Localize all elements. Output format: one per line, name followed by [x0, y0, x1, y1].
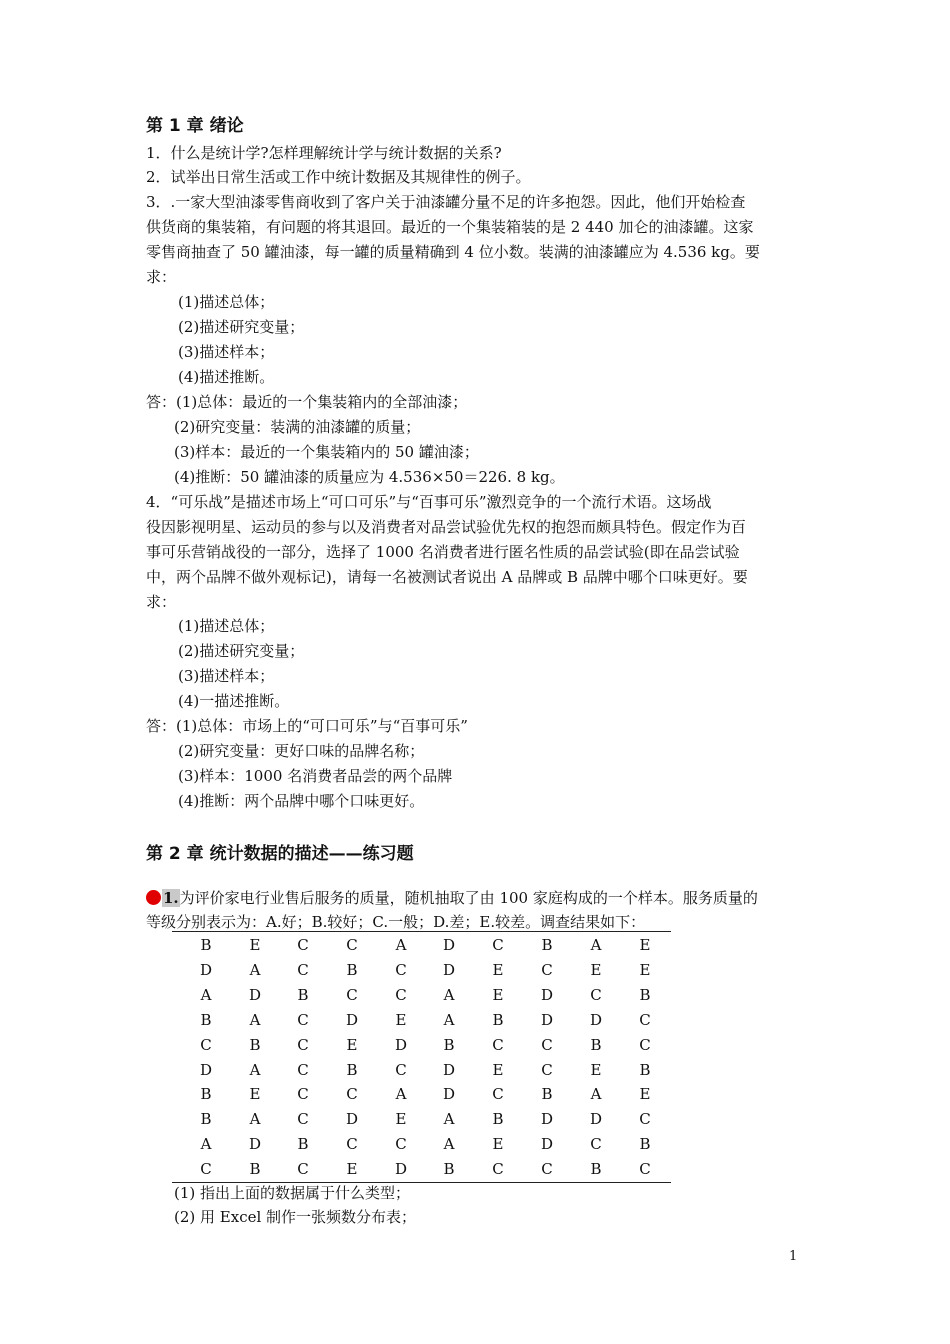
- table-row: [0, 1132, 950, 1156]
- table-cell: D: [248, 1135, 262, 1154]
- chapter1-line: (2)研究变量：更好口味的品牌名称；: [178, 742, 425, 760]
- table-cell: C: [492, 1160, 504, 1179]
- table-cell: A: [200, 1135, 212, 1154]
- chapter1-line: (3)描述样本；: [178, 667, 275, 685]
- chapter1-line: 答：(1)总体：市场上的“可口可乐”与“百事可乐”: [146, 717, 468, 735]
- table-cell: A: [443, 1110, 455, 1129]
- table-cell: C: [492, 1085, 504, 1104]
- table-cell: E: [590, 960, 602, 979]
- table-cell: B: [443, 1035, 455, 1054]
- table-cell: B: [249, 1160, 261, 1179]
- table-cell: E: [492, 960, 504, 979]
- chapter1-line: (4)推断：50 罐油漆的质量应为 4.536×50＝226. 8 kg。: [174, 468, 565, 486]
- table-cell: D: [394, 1160, 408, 1179]
- chapter1-line: 役因影视明星、运动员的参与以及消费者对品尝试验优先权的抱怨而颇具特色。假定作为百: [146, 518, 747, 536]
- table-cell: D: [589, 1110, 603, 1129]
- table-cell: A: [249, 1110, 261, 1129]
- table-cell: C: [639, 1110, 651, 1129]
- table-cell: C: [297, 936, 309, 954]
- chapter1-line: (1)描述总体；: [178, 617, 275, 635]
- chapter1-line: (1)描述总体；: [178, 293, 275, 311]
- chapter1-line: 求：: [146, 268, 177, 286]
- table-cell: C: [639, 1035, 651, 1054]
- table-cell: B: [492, 1010, 504, 1029]
- table-cell: D: [394, 1035, 408, 1054]
- table-cell: E: [249, 1085, 261, 1104]
- table-cell: C: [297, 960, 309, 979]
- table-cell: C: [297, 1085, 309, 1104]
- table-cell: B: [590, 1035, 602, 1054]
- table-cell: B: [297, 985, 309, 1004]
- table-cell: B: [249, 1035, 261, 1054]
- table-cell: D: [540, 1110, 554, 1129]
- table-cell: D: [248, 985, 262, 1004]
- table-cell: A: [200, 985, 212, 1004]
- table-cell: B: [200, 936, 212, 954]
- chapter1-line: (4)推断：两个品牌中哪个口味更好。: [178, 792, 425, 810]
- table-cell: E: [639, 960, 651, 979]
- chapter1-line: (2)描述研究变量；: [178, 318, 305, 336]
- chapter1-line: 3．.一家大型油漆零售商收到了客户关于油漆罐分量不足的许多抱怨。因此，他们开始检查: [146, 193, 746, 211]
- table-cell: D: [442, 1085, 456, 1104]
- table-cell: E: [346, 1160, 358, 1179]
- table-cell: C: [297, 1110, 309, 1129]
- table-cell: D: [589, 1010, 603, 1029]
- table-cell: A: [443, 1010, 455, 1029]
- chapter1-line: (4)描述推断。: [178, 368, 275, 386]
- chapter2-heading: 第 2 章 统计数据的描述——练习题: [146, 844, 414, 864]
- chapter1-line: 答：(1)总体：最近的一个集装箱内的全部油漆；: [146, 393, 468, 411]
- table-cell: C: [541, 1160, 553, 1179]
- table-cell: C: [200, 1035, 212, 1054]
- table-cell: C: [639, 1010, 651, 1029]
- table-cell: D: [442, 1060, 456, 1079]
- table-cell: D: [345, 1110, 359, 1129]
- table-row: [0, 1107, 950, 1131]
- table-cell: E: [492, 1060, 504, 1079]
- chapter1-line: (3)样本：1000 名消费者品尝的两个品牌: [178, 767, 453, 785]
- question-1-line-1: [0, 886, 950, 910]
- table-cell: C: [395, 1135, 407, 1154]
- table-row: [0, 1082, 950, 1106]
- table-row: [0, 933, 950, 957]
- question-text-prefix: 等级: [146, 913, 177, 931]
- chapter1-line: 4．“可乐战”是描述市场上“可口可乐”与“百事可乐”激烈竞争的一个流行术语。这场战: [146, 493, 712, 511]
- question-number: 1.: [163, 889, 179, 907]
- chapter1-line: 事可乐营销战役的一部分，选择了 1000 名消费者进行匿名性质的品尝试验(即在品尝试验: [146, 543, 740, 561]
- question-text: 为评价家电行业售后服务的质量，随机抽取了由 100 家庭构成的一个样本。服务质量的: [179, 889, 758, 907]
- table-cell: C: [492, 936, 504, 954]
- table-cell: D: [540, 985, 554, 1004]
- table-cell: D: [540, 1010, 554, 1029]
- table-cell: C: [639, 1160, 651, 1179]
- chapter1-line: 1．什么是统计学?怎样理解统计学与统计数据的关系?: [146, 144, 502, 162]
- table-cell: C: [590, 1135, 602, 1154]
- table-cell: C: [346, 1085, 358, 1104]
- table-cell: E: [639, 1085, 651, 1104]
- table-cell: C: [346, 936, 358, 954]
- table-cell: A: [443, 1135, 455, 1154]
- table-cell: A: [395, 1085, 407, 1104]
- table-cell: B: [639, 985, 651, 1004]
- chapter1-line: (2)描述研究变量；: [178, 642, 305, 660]
- chapter1-line: 供货商的集装箱，有问题的将其退回。最近的一个集装箱装的是 2 440 加仑的油漆罐。这家: [146, 218, 754, 236]
- table-cell: D: [345, 1010, 359, 1029]
- table-cell: C: [492, 1035, 504, 1054]
- table-cell: D: [442, 960, 456, 979]
- table-cell: C: [297, 1060, 309, 1079]
- chapter1-heading: 第 1 章 绪论: [146, 116, 244, 136]
- table-cell: C: [541, 960, 553, 979]
- table-cell: A: [249, 960, 261, 979]
- table-cell: D: [199, 960, 213, 979]
- table-cell: A: [443, 985, 455, 1004]
- table-cell: B: [492, 1110, 504, 1129]
- table-cell: A: [590, 1085, 602, 1104]
- chapter1-line: (2)研究变量：装满的油漆罐的质量；: [174, 418, 421, 436]
- table-row: [0, 1157, 950, 1181]
- table-cell: B: [200, 1010, 212, 1029]
- table-cell: B: [639, 1135, 651, 1154]
- chapter1-line: 2．试举出日常生活或工作中统计数据及其规律性的例子。: [146, 168, 531, 186]
- table-cell: D: [540, 1135, 554, 1154]
- table-cell: B: [639, 1060, 651, 1079]
- chapter1-line: (3)描述样本；: [178, 343, 275, 361]
- table-cell: C: [346, 1135, 358, 1154]
- table-row: [0, 1033, 950, 1057]
- question-text-underlined: 分别表示为：A.好；B.较好；C.一般；D.差；E.较差。调查结果如下：: [176, 913, 646, 931]
- table-row: [0, 983, 950, 1007]
- table-row: [0, 1058, 950, 1082]
- table-cell: E: [395, 1010, 407, 1029]
- table-row: [0, 958, 950, 982]
- table-cell: B: [200, 1110, 212, 1129]
- table-cell: A: [249, 1060, 261, 1079]
- chapter1-line: 中，两个品牌不做外观标记)，请每一名被测试者说出 A 品牌或 B 品牌中哪个口味更好。要: [146, 568, 748, 586]
- table-cell: B: [200, 1085, 212, 1104]
- table-top-rule: [172, 931, 671, 932]
- chapter1-line: 求：: [146, 593, 177, 611]
- table-cell: E: [590, 1060, 602, 1079]
- table-cell: B: [443, 1160, 455, 1179]
- table-cell: B: [346, 960, 358, 979]
- table-cell: D: [199, 1060, 213, 1079]
- chapter1-line: (3)样本：最近的一个集装箱内的 50 罐油漆；: [174, 443, 479, 461]
- table-cell: B: [541, 936, 553, 954]
- table-cell: B: [297, 1135, 309, 1154]
- table-cell: B: [346, 1060, 358, 1079]
- table-cell: C: [395, 960, 407, 979]
- table-cell: B: [541, 1085, 553, 1104]
- chapter1-line: 零售商抽查了 50 罐油漆，每一罐的质量精确到 4 位小数。装满的油漆罐应为 4.536 kg。要: [146, 243, 760, 261]
- table-cell: C: [297, 1160, 309, 1179]
- table-cell: C: [541, 1035, 553, 1054]
- subquestion-line: (2) 用 Excel 制作一张频数分布表；: [174, 1208, 417, 1226]
- page-number: 1: [789, 1249, 798, 1264]
- table-cell: E: [346, 1035, 358, 1054]
- table-cell: C: [297, 1035, 309, 1054]
- table-cell: C: [200, 1160, 212, 1179]
- table-cell: E: [249, 936, 261, 954]
- table-cell: D: [442, 936, 456, 954]
- table-cell: E: [639, 936, 651, 954]
- table-row: [0, 1008, 950, 1032]
- table-cell: C: [590, 985, 602, 1004]
- table-cell: C: [297, 1010, 309, 1029]
- table-cell: C: [395, 985, 407, 1004]
- table-cell: C: [395, 1060, 407, 1079]
- chapter1-line: (4)一描述推断。: [178, 692, 290, 710]
- marker-dot-icon: [146, 890, 161, 905]
- table-cell: A: [395, 936, 407, 954]
- table-cell: A: [249, 1010, 261, 1029]
- table-cell: E: [395, 1110, 407, 1129]
- table-cell: C: [541, 1060, 553, 1079]
- table-cell: C: [346, 985, 358, 1004]
- table-cell: A: [590, 936, 602, 954]
- table-cell: B: [590, 1160, 602, 1179]
- table-cell: E: [492, 1135, 504, 1154]
- table-cell: E: [492, 985, 504, 1004]
- subquestion-line: (1) 指出上面的数据属于什么类型；: [174, 1184, 411, 1202]
